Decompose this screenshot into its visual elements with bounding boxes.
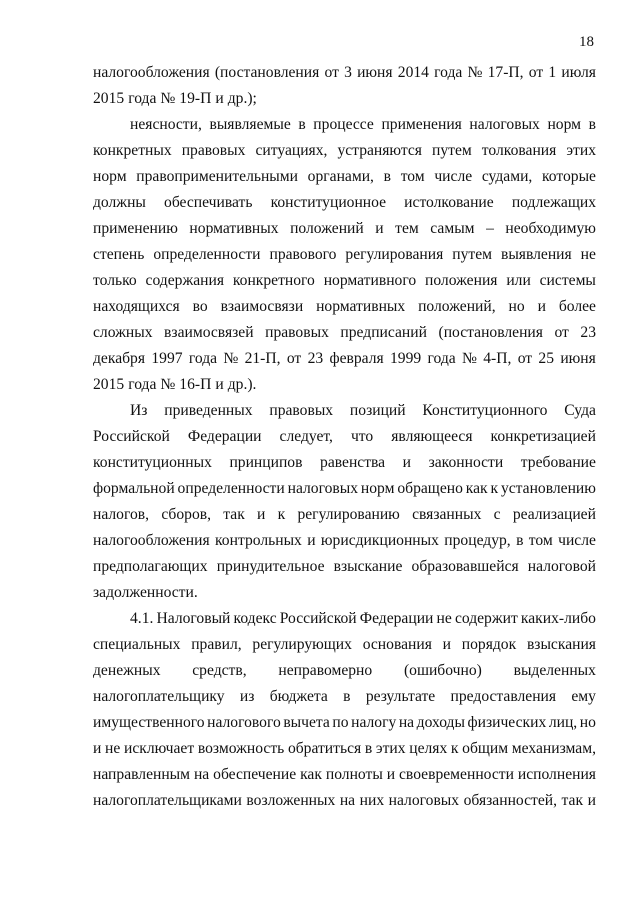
word: и (93, 740, 102, 757)
word: следует, (279, 428, 333, 445)
word: или (506, 272, 531, 289)
word: этих (566, 142, 596, 159)
word: и (386, 766, 396, 783)
word: механизмам, (511, 740, 596, 757)
word: обязанностей, (463, 792, 557, 809)
word: взыскание (333, 558, 403, 575)
text-line (93, 268, 596, 294)
word: года (434, 64, 463, 81)
word: из (239, 688, 255, 705)
word: налогоплательщику (93, 688, 225, 705)
word: и (215, 376, 224, 393)
word: 19-П (179, 90, 212, 107)
word: и (537, 298, 546, 315)
word: бюджета (269, 688, 328, 705)
word: налогу (351, 714, 397, 731)
word: ему (571, 688, 596, 705)
word: 2015 (93, 90, 125, 107)
word: на (398, 714, 415, 731)
word: исключает (123, 740, 195, 757)
word: с (493, 506, 501, 523)
word: степень (93, 246, 145, 263)
word: предоставления (450, 688, 557, 705)
word: реализацией (512, 506, 596, 523)
word: Конституционного (422, 402, 548, 419)
word: др.); (227, 90, 257, 107)
word: налогообложения (93, 532, 210, 549)
word: толкования (481, 142, 557, 159)
word: Из (130, 402, 148, 419)
text-line (93, 710, 596, 736)
word: содержит (454, 610, 518, 627)
word: (ошибочно) (403, 662, 482, 679)
word: находящихся (93, 298, 180, 315)
word: определенности (177, 480, 285, 497)
word: своевременности (399, 766, 514, 783)
word: № (462, 350, 477, 367)
word: – (486, 220, 494, 237)
word: этих (375, 740, 406, 757)
word: средств, (192, 662, 247, 679)
text-line (93, 554, 596, 580)
word: в (364, 740, 373, 757)
word: от (528, 64, 544, 81)
word: связанных (412, 506, 482, 523)
word: процессе (313, 116, 374, 133)
word: числе (558, 532, 596, 549)
word: регулированию (297, 506, 400, 523)
word: регулирования (345, 246, 444, 263)
word: ситуациях, (255, 142, 328, 159)
word: исполнения (517, 766, 596, 783)
word: норм (93, 168, 127, 185)
word: основания (362, 636, 432, 653)
word: как (465, 480, 488, 497)
word: Федерации (359, 610, 434, 627)
word: 1997 (151, 350, 183, 367)
word: доходы (416, 714, 465, 731)
word: от (286, 350, 302, 367)
word: декабря (93, 350, 146, 367)
text-line (93, 450, 596, 476)
word: на (339, 792, 356, 809)
word: года (128, 376, 157, 393)
text-line (93, 86, 596, 112)
word: путем (452, 246, 492, 263)
word: более (558, 298, 596, 315)
word: в (588, 116, 596, 133)
word: правовых (265, 324, 329, 341)
word: № (160, 90, 176, 107)
word: целях (409, 740, 448, 757)
word: Федерации (187, 428, 262, 445)
text-line (93, 294, 596, 320)
word: 23 (580, 324, 596, 341)
word: денежных (93, 662, 161, 679)
word: конституционное (270, 194, 387, 211)
word: обращено (397, 480, 463, 497)
word: предполагающих (93, 558, 208, 575)
text-line (93, 242, 596, 268)
word: налоговых (388, 792, 460, 809)
document-body (93, 60, 596, 814)
text-line (93, 164, 596, 190)
word: взаимосвязи (220, 298, 304, 315)
word: должны (93, 194, 146, 211)
word: возложенных (246, 792, 336, 809)
word: том (528, 532, 553, 549)
word: сборов, (161, 506, 212, 523)
word: порядок (461, 636, 517, 653)
word: обеспечивать (164, 194, 253, 211)
word: результате (365, 688, 436, 705)
word: правового (269, 246, 337, 263)
text-line (93, 60, 596, 86)
word: и (307, 532, 316, 549)
word: применению (93, 220, 178, 237)
word: положения (424, 272, 498, 289)
word: по (332, 714, 349, 731)
word: № (467, 64, 483, 81)
word: от (324, 64, 339, 81)
word: которые (542, 168, 596, 185)
word: налогообложения (93, 64, 210, 81)
text-line (93, 762, 596, 788)
word: только (93, 272, 137, 289)
word: 4-П, (483, 350, 512, 367)
word: специальных (93, 636, 181, 653)
word: определенности (153, 246, 261, 263)
word: подлежащих (511, 194, 596, 211)
word: требование (520, 454, 596, 471)
word: 23 (307, 350, 324, 367)
word: правоприменительными (136, 168, 298, 185)
word: в (298, 116, 306, 133)
word: лиц, (548, 714, 578, 731)
text-line (93, 606, 596, 632)
word: установлению (500, 480, 596, 497)
word: правил, (191, 636, 242, 653)
word: 2015 (93, 376, 125, 393)
word: позиций (349, 402, 406, 419)
word: как (300, 766, 322, 783)
word: и (587, 792, 596, 809)
text-line (93, 788, 596, 814)
word: (постановления (214, 64, 320, 81)
word: но (508, 298, 525, 315)
word: к (277, 506, 286, 523)
word: февраля (329, 350, 384, 367)
word: нормативных (316, 298, 406, 315)
word: не (105, 740, 121, 757)
word: задолженности. (93, 584, 198, 601)
word: юрисдикционных (320, 532, 439, 549)
word: июля (561, 64, 596, 81)
word: контрольных (215, 532, 302, 549)
word: так (223, 506, 245, 523)
word: от (554, 324, 569, 341)
word: (постановления (438, 324, 543, 341)
text-line (93, 320, 596, 346)
text-line (93, 190, 596, 216)
word: тем (395, 220, 419, 237)
text-line (93, 502, 596, 528)
text-line (93, 736, 596, 762)
word: имущественного (93, 714, 205, 731)
word: конкретизацией (490, 428, 596, 445)
word: истолкование (404, 194, 494, 211)
word: физических (467, 714, 547, 731)
word: налогового (207, 714, 281, 731)
word: конституционных (93, 454, 212, 471)
text-line (93, 658, 596, 684)
word: неясности, (130, 116, 202, 133)
word: нормативных (189, 220, 279, 237)
word: системы (539, 272, 596, 289)
word: формальной (93, 480, 175, 497)
word: приведенных (164, 402, 253, 419)
word: и (375, 220, 384, 237)
word: норм (360, 480, 395, 497)
word: 25 (538, 350, 554, 367)
word: положений, (418, 298, 496, 315)
word: кодекс (233, 610, 277, 627)
word: них (359, 792, 385, 809)
word: что (350, 428, 374, 445)
word: года (128, 90, 157, 107)
word: возможность (197, 740, 285, 757)
word: 1 (548, 64, 557, 81)
word: и (215, 90, 224, 107)
word: том (400, 168, 425, 185)
text-line (93, 424, 596, 450)
word: к (450, 740, 459, 757)
word: правовых (181, 142, 246, 159)
word: не (580, 246, 596, 263)
word: обеспечение (213, 766, 297, 783)
text-line (93, 138, 596, 164)
word: положений (290, 220, 364, 237)
word: процедур, (444, 532, 511, 549)
word: и (257, 506, 266, 523)
word: налоговых (469, 116, 540, 133)
word: общим (462, 740, 509, 757)
word: являющееся (391, 428, 473, 445)
text-line (93, 372, 596, 398)
word: сложных (93, 324, 153, 341)
text-line (93, 684, 596, 710)
word: правовых (269, 402, 334, 419)
word: путем (432, 142, 472, 159)
word: во (192, 298, 208, 315)
word: вычета (283, 714, 330, 731)
word: полноты (325, 766, 383, 783)
word: конкретного (232, 272, 315, 289)
text-line (93, 112, 596, 138)
word: содержания (145, 272, 225, 289)
word: судами, (481, 168, 533, 185)
page-number: 18 (579, 34, 594, 50)
word: каких-либо (520, 610, 596, 627)
word: Налоговый (156, 610, 231, 627)
word: Российской (279, 610, 357, 627)
word: к (490, 480, 499, 497)
word: применения (381, 116, 462, 133)
text-line (93, 476, 596, 502)
word: налоговых (287, 480, 359, 497)
word: выявляемые (209, 116, 291, 133)
word: нормативного (323, 272, 417, 289)
word: 4.1. (130, 610, 154, 627)
word: Суда (564, 402, 596, 419)
word: в (516, 532, 524, 549)
word: органами, (307, 168, 374, 185)
word: законности (428, 454, 504, 471)
word: направленным (93, 766, 191, 783)
word: года (427, 350, 456, 367)
word: регулирующих (252, 636, 352, 653)
word: взыскания (526, 636, 596, 653)
word: норм (547, 116, 582, 133)
word: самым (430, 220, 475, 237)
word: в (383, 168, 392, 185)
word: № (223, 350, 239, 367)
text-line (93, 216, 596, 242)
word: налогов, (93, 506, 150, 523)
word: равенства (320, 454, 386, 471)
word: выделенных (513, 662, 596, 679)
word: конкретных (93, 142, 172, 159)
word: № (160, 376, 176, 393)
word: образовавшейся (411, 558, 519, 575)
word: года (188, 350, 218, 367)
word: 3 (344, 64, 352, 81)
word: Российской (93, 428, 170, 445)
word: налоговой (527, 558, 596, 575)
word: налогоплательщиками (93, 792, 242, 809)
word: 17-П, (487, 64, 524, 81)
word: июня (357, 64, 393, 81)
word: взаимосвязей (164, 324, 254, 341)
word: на (193, 766, 210, 783)
word: и (402, 454, 412, 471)
word: но (579, 714, 596, 731)
word: 2014 (397, 64, 429, 81)
word: 21-П, (244, 350, 281, 367)
word: др.). (227, 376, 257, 393)
word: июня (560, 350, 596, 367)
word: принудительное (216, 558, 325, 575)
text-line (93, 398, 596, 424)
word: принципов (229, 454, 303, 471)
word: так (561, 792, 584, 809)
word: в (343, 688, 351, 705)
word: и (442, 636, 452, 653)
word: 16-П (179, 376, 212, 393)
word: выявления (500, 246, 572, 263)
word: числе (434, 168, 473, 185)
word: обратиться (287, 740, 362, 757)
word: предписаний (340, 324, 427, 341)
word: не (436, 610, 452, 627)
word: 1999 (389, 350, 422, 367)
text-line (93, 632, 596, 658)
word: неправомерно (278, 662, 373, 679)
text-line (93, 346, 596, 372)
text-line (93, 528, 596, 554)
word: от (517, 350, 533, 367)
word: необходимую (505, 220, 596, 237)
word: устраняются (337, 142, 422, 159)
text-line (93, 580, 596, 606)
